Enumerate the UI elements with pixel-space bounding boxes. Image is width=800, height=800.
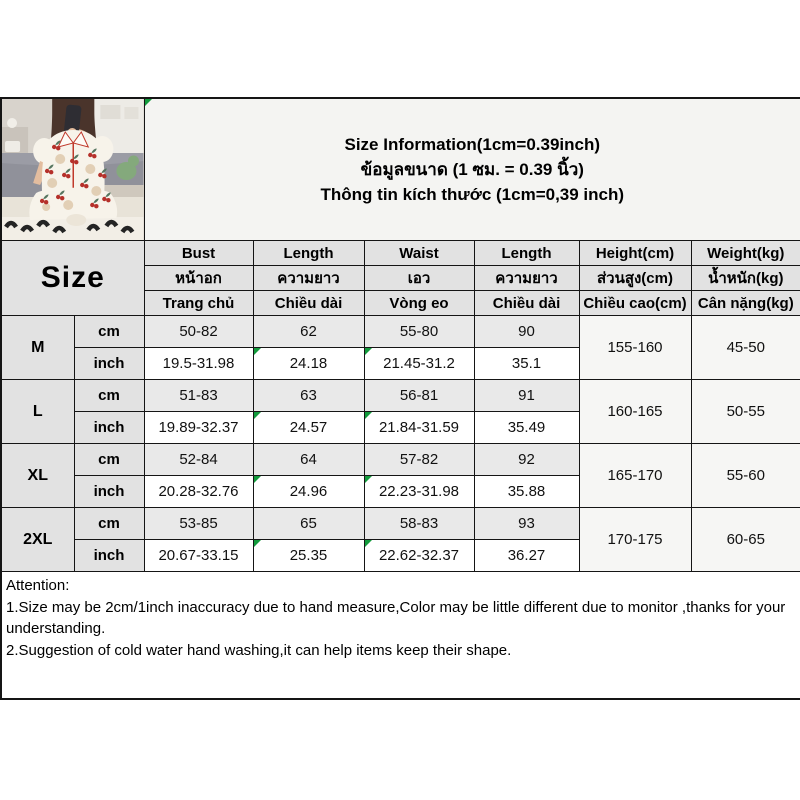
col-header-height-en: Height(cm) [579,241,691,266]
product-photo-illustration [2,99,144,240]
unit-label-cm: cm [74,444,144,476]
green-corner-flag [254,540,261,547]
unit-label-inch: inch [74,348,144,380]
data-cell: 50-82 [144,316,253,348]
data-cell: 35.1 [474,348,579,380]
data-cell: 90 [474,316,579,348]
data-cell: 93 [474,508,579,540]
green-corner-flag [365,348,372,355]
size-label-l: L [1,380,74,444]
attention-heading: Attention: [6,577,70,594]
col-header-height-th: ส่วนสูง(cm) [579,266,691,291]
height-cell: 165-170 [579,444,691,508]
height-cell: 160-165 [579,380,691,444]
attention-cell [1,572,800,700]
data-cell: 65 [253,508,364,540]
data-cell: 62 [253,316,364,348]
size-table [0,97,800,700]
size-label-2xl: 2XL [1,508,74,572]
col-header-weight-en: Weight(kg) [691,241,800,266]
weight-cell: 50-55 [691,380,800,444]
data-cell: 20.28-32.76 [144,476,253,508]
green-corner-flag [254,412,261,419]
col-header-length-en: Length [253,241,364,266]
green-corner-flag [365,540,372,547]
title-thai: ข้อมูลขนาด (1 ซม. = 0.39 นิ้ว) [360,160,584,179]
attention-note [2,572,800,661]
col-header-weight-th: น้ำหนัก(kg) [691,266,800,291]
unit-label-cm: cm [74,380,144,412]
data-cell: 19.89-32.37 [144,412,253,444]
data-cell: 36.27 [474,540,579,572]
col-header-length2-vi: Chiều dài [474,291,579,316]
data-cell: 56-81 [364,380,474,412]
green-corner-flag [254,348,261,355]
col-header-height-vi: Chiều cao(cm) [579,291,691,316]
unit-label-inch: inch [74,412,144,444]
data-cell: 24.96 [253,476,364,508]
col-header-length-th: ความยาว [253,266,364,291]
col-header-bust-vi: Trang chủ [144,291,253,316]
data-cell: 20.67-33.15 [144,540,253,572]
data-cell: 35.49 [474,412,579,444]
data-cell: 21.45-31.2 [364,348,474,380]
weight-cell: 60-65 [691,508,800,572]
attention-line-1: 1.Size may be 2cm/1inch inaccuracy due to hand measure,Color may be little different due to monitor ,thanks for your understanding. [6,598,786,637]
col-header-bust-en: Bust [144,241,253,266]
col-header-waist-th: เอว [364,266,474,291]
data-cell: 52-84 [144,444,253,476]
data-cell: 51-83 [144,380,253,412]
col-header-bust-th: หน้าอก [144,266,253,291]
data-cell: 55-80 [364,316,474,348]
title-vietnamese: Thông tin kích thước (1cm=0,39 inch) [320,185,625,204]
height-cell: 170-175 [579,508,691,572]
data-cell: 21.84-31.59 [364,412,474,444]
data-cell: 22.62-32.37 [364,540,474,572]
col-header-length-vi: Chiều dài [253,291,364,316]
data-cell: 19.5-31.98 [144,348,253,380]
green-corner-flag [365,476,372,483]
data-cell: 35.88 [474,476,579,508]
attention-line-2: 2.Suggestion of cold water hand washing,it can help items keep their shape. [6,641,512,659]
data-cell: 25.35 [253,540,364,572]
data-cell: 53-85 [144,508,253,540]
data-cell: 58-83 [364,508,474,540]
data-cell: 22.23-31.98 [364,476,474,508]
green-corner-flag [254,476,261,483]
size-chart-sheet [0,97,800,700]
data-cell: 57-82 [364,444,474,476]
unit-label-inch: inch [74,540,144,572]
height-cell: 155-160 [579,316,691,380]
unit-label-cm: cm [74,508,144,540]
sock [66,214,86,226]
unit-label-cm: cm [74,316,144,348]
weight-cell: 45-50 [691,316,800,380]
green-corner-flag [365,412,372,419]
col-header-waist-en: Waist [364,241,474,266]
data-cell: 92 [474,444,579,476]
weight-cell: 55-60 [691,444,800,508]
size-label-m: M [1,316,74,380]
unit-label-inch: inch [74,476,144,508]
title-english: Size Information(1cm=0.39inch) [344,135,601,154]
col-header-waist-vi: Vòng eo [364,291,474,316]
size-label-xl: XL [1,444,74,508]
data-cell: 24.57 [253,412,364,444]
product-photo-cell [1,98,144,241]
data-cell: 64 [253,444,364,476]
data-cell: 63 [253,380,364,412]
size-corner-label: Size [1,241,144,316]
col-header-weight-vi: Cân nặng(kg) [691,291,800,316]
green-corner-flag [145,99,152,106]
data-cell: 91 [474,380,579,412]
col-header-length2-en: Length [474,241,579,266]
title-cell [144,98,800,241]
col-header-length2-th: ความยาว [474,266,579,291]
data-cell: 24.18 [253,348,364,380]
